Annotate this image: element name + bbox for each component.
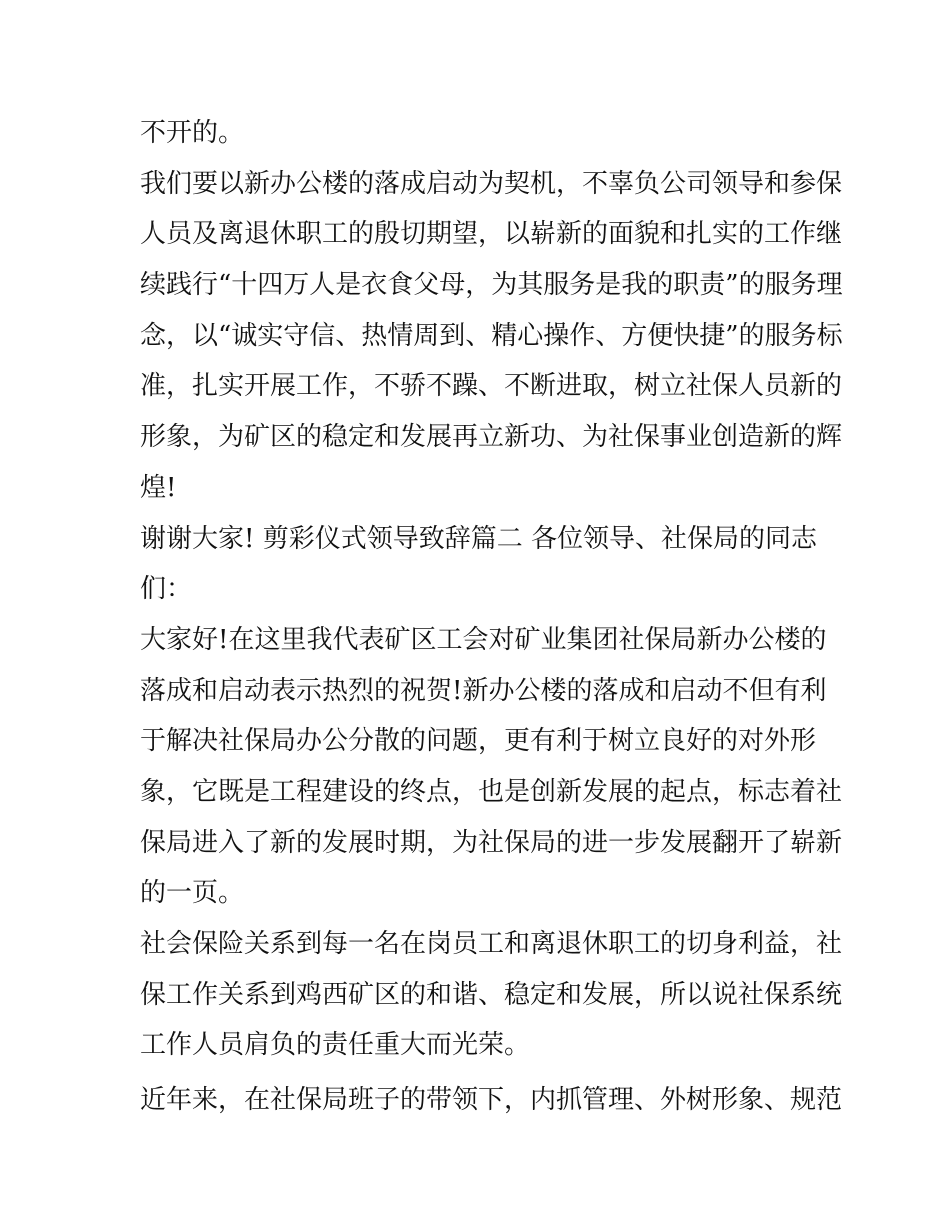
text-line: 续践行“十四万人是衣食父母，为其服务是我的职责”的服务理: [140, 270, 843, 301]
text-line: 落成和启动表示热烈的祝贺!新办公楼的落成和启动不但有利: [140, 675, 827, 706]
document-body: [140, 108, 843, 1126]
text-line: 谢谢大家! 剪彩仪式领导致辞篇二 各位领导、社保局的同志: [140, 523, 817, 554]
text-line: 大家好!在这里我代表矿区工会对矿业集团社保局新办公楼的: [140, 624, 827, 655]
text-line: 的一页。: [140, 878, 245, 909]
text-line: 保工作关系到鸡西矿区的和谐、稳定和发展，所以说社保系统: [140, 979, 843, 1010]
text-line: 形象，为矿区的稳定和发展再立新功、为社保事业创造新的辉: [140, 422, 843, 453]
text-line: 们：: [140, 574, 193, 605]
text-line: 象，它既是工程建设的终点，也是创新发展的起点，标志着社: [140, 776, 843, 807]
text-line: 不开的。: [140, 118, 245, 148]
text-line: 于解决社保局办公分散的问题，更有利于树立良好的对外形: [140, 726, 817, 757]
text-line: 我们要以新办公楼的落成启动为契机，不辜负公司领导和参保: [140, 168, 843, 199]
text-line: 念，以“诚实守信、热情周到、精心操作、方便快捷”的服务标: [140, 320, 843, 351]
text-line: 工作人员肩负的责任重大而光荣。: [140, 1030, 531, 1061]
text-line: 社会保险关系到每一名在岗员工和离退休职工的切身利益，社: [140, 929, 843, 959]
text-line: 准，扎实开展工作，不骄不躁、不断进取，树立社保人员新的: [140, 371, 843, 402]
text-line: 煌!: [140, 472, 177, 503]
text-line: 近年来，在社保局班子的带领下，内抓管理、外树形象、规范: [140, 1085, 843, 1116]
text-line: 保局进入了新的发展时期，为社保局的进一步发展翻开了崭新: [140, 827, 843, 858]
text-line: 人员及离退休职工的殷切期望，以崭新的面貌和扎实的工作继: [140, 219, 843, 250]
